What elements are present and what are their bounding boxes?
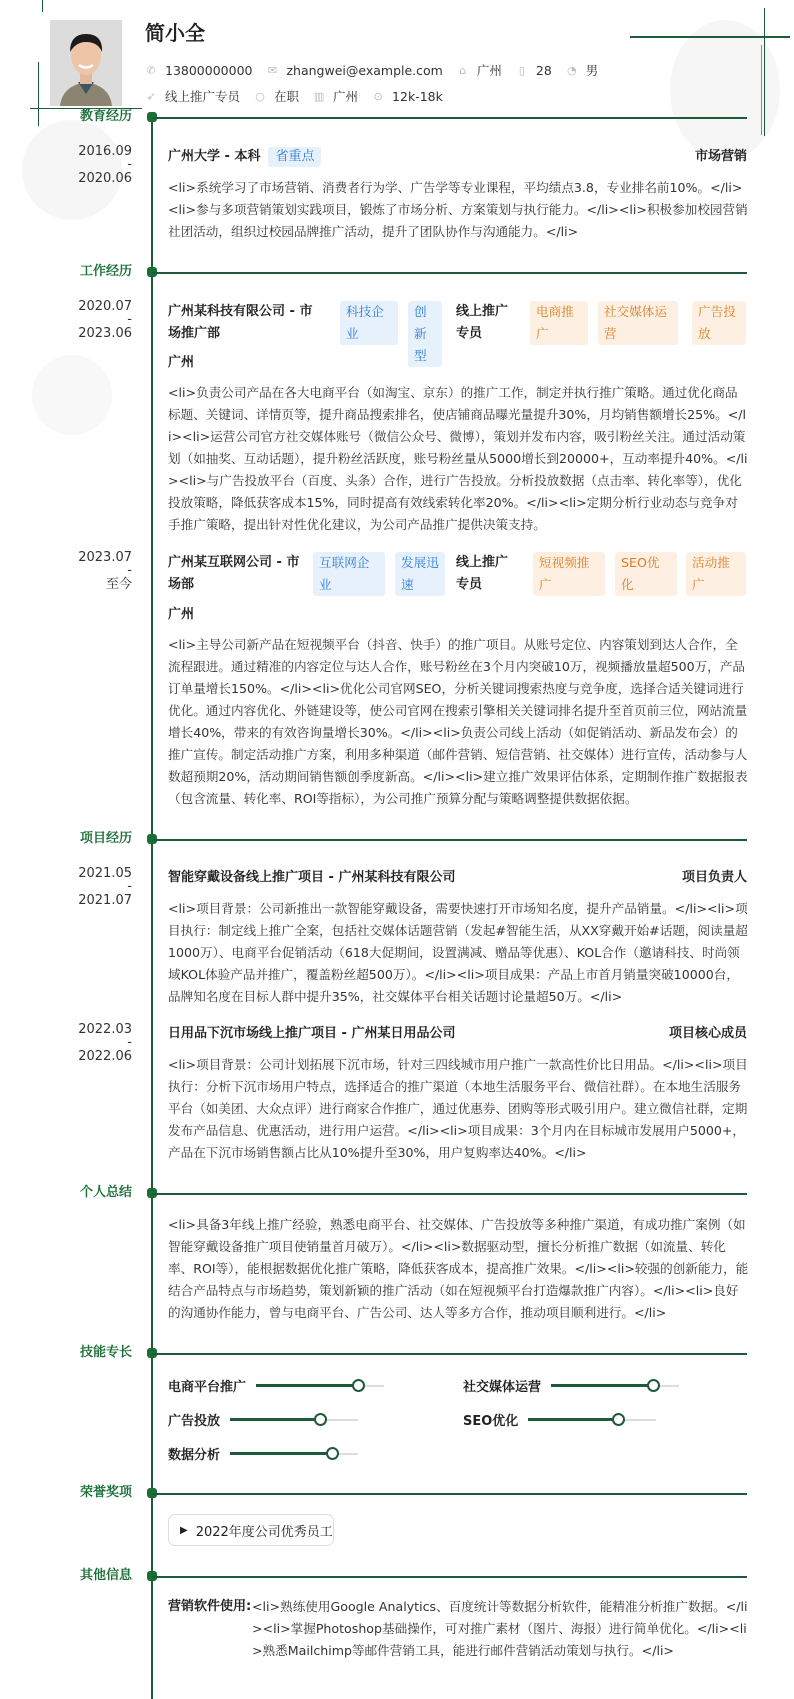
section-title-projects: 项目经历 — [79, 831, 132, 846]
project-description: <li>项目背景：公司计划拓展下沉市场，针对三四线城市用户推广一款高性价比日用品。</li><li>项目执行：分析下沉市场用户特点，选择适合的推广渠道（本地生活服务平台、微信社群）。在本地生活服务平台（如美团、大众点评）进行商家合作推广，通过优惠券、团购等形式吸引用户。建立微信社群，定期发布产品信息、优惠活动，进行用户运营。</li><li>项目成果：3个月内在目标城市发展用户5000+，产品在下沉市场销售额占比从10%提升至30%，用户复购率达40%。</li> — [168, 1057, 748, 1160]
job-position: 线上推广专员 — [456, 555, 509, 592]
contact-row-1 — [145, 61, 612, 79]
school-name: 广州大学 - 本科 — [168, 149, 261, 164]
decor-line — [630, 36, 790, 38]
start-date: 2023.07 — [78, 550, 132, 565]
section-title-skills: 技能专长 — [79, 1345, 132, 1360]
email: zhangwei@example.com — [286, 62, 443, 78]
section-title-awards: 荣誉奖项 — [79, 1485, 132, 1500]
position-tag: 广告投放 — [692, 301, 746, 345]
mail-icon: ✉ — [267, 63, 278, 77]
city: 广州 — [476, 63, 502, 78]
position-tag: 电商推广 — [530, 301, 588, 345]
section-title-work: 工作经历 — [79, 264, 132, 279]
project-dates — [60, 1020, 132, 1066]
work-dates — [60, 548, 132, 594]
skill-level-slider — [256, 1385, 384, 1387]
section-divider — [152, 1193, 747, 1195]
skill-level-fill — [230, 1452, 332, 1455]
avatar-photo-icon — [50, 20, 122, 106]
end-date: 2022.06 — [78, 1049, 132, 1064]
section-divider — [152, 1353, 747, 1355]
company-tag: 互联网企业 — [313, 552, 385, 596]
start-date: 2021.05 — [78, 866, 132, 881]
skill-item — [463, 1376, 679, 1395]
position-tag: 短视频推广 — [533, 552, 605, 596]
contact-row-2 — [145, 87, 457, 105]
project-description: <li>项目背景：公司新推出一款智能穿戴设备，需要快速打开市场知名度，提升产品销量。</li><li>项目执行：制定线上推广全案，包括社交媒体话题营销（发起#智能生活，从XX穿戴开始#话题，阅读量超1000万）、电商平台促销活动（618大促期间，设置满减、赠品等优惠）、KOL合作（邀请科技、时尚领域KOL体验产品并推广，覆盖粉丝超500万）。</li><li>项目成果：产品上市首月销量突破10000台，品牌知名度在目标人群中提升35%，社交媒体平台相关话题讨论量超50万。</li> — [168, 901, 748, 1004]
phone-icon: ✆ — [146, 63, 156, 77]
award-item[interactable] — [168, 1514, 334, 1546]
skill-level-fill — [528, 1418, 618, 1421]
skill-name: 数据分析 — [168, 1448, 221, 1463]
end-date: 2021.07 — [78, 893, 132, 908]
date-dash: - — [127, 563, 132, 578]
send-icon: ➶ — [146, 89, 156, 103]
major: 市场营销 — [694, 149, 747, 164]
section-divider — [152, 1576, 747, 1578]
date-dash: - — [127, 879, 132, 894]
section-divider — [152, 117, 747, 119]
skill-level-knob — [352, 1379, 365, 1392]
end-date: 至今 — [105, 577, 132, 592]
decor-line — [764, 8, 765, 136]
education-header — [168, 146, 747, 168]
company-tag: 科技企业 — [340, 301, 398, 345]
candidate-name: 简小全 — [145, 21, 205, 45]
job-position: 线上推广专员 — [456, 304, 509, 341]
start-date: 2022.03 — [78, 1022, 132, 1037]
caret-right-icon: ▶ — [180, 1524, 188, 1536]
target-position: 线上推广专员 — [165, 89, 241, 104]
skill-level-fill — [551, 1384, 653, 1387]
skill-item — [168, 1410, 358, 1429]
skill-name: 社交媒体运营 — [463, 1380, 542, 1395]
project-role: 项目负责人 — [681, 870, 747, 885]
position-tag: SEO优化 — [615, 552, 677, 596]
section-divider — [152, 1493, 747, 1495]
gender: 男 — [585, 63, 599, 78]
age-icon: ▯ — [518, 63, 525, 77]
age: 28 — [535, 62, 552, 78]
company-name: 广州某科技有限公司 - 市场推广部 — [168, 304, 313, 341]
section-title-education: 教育经历 — [79, 109, 132, 124]
summary-text: <li>具备3年线上推广经验，熟悉电商平台、社交媒体、广告投放等多种推广渠道，有成功推广案例（如智能穿戴设备推广项目使销量首月破万）。</li><li>数据驱动型，擅长分析推广数据（如流量、转化率、ROI等），能根据数据优化推广策略，降低获客成本，提高推广效果。</li><li>较强的创新能力，能结合产品特点与市场趋势，策划新颖的推广活动（如在短视频平台打造爆款推广内容）。</li><li>良好的沟通协作能力，曾与电商平台、广告公司、达人等多方合作，推动项目顺利进行。</li> — [168, 1217, 749, 1320]
gender-icon: ◔ — [566, 63, 577, 77]
status-icon: ○ — [255, 89, 265, 103]
work-description: <li>负责公司产品在各大电商平台（如淘宝、京东）的推广工作，制定并执行推广策略。通过优化商品标题、关键词、详情页等，提升商品搜索排名，使店铺商品曝光量提升30%，月均销售额增长25%。</li><li>运营公司官方社交媒体账号（微信公众号、微博），策划并发布内容，吸引粉丝关注。通过活动策划（如抽奖、互动话题），提升粉丝活跃度，账号粉丝量从5000增长到20000+，互动率提升40%。</li><li>与广告投放平台（百度、头条）合作，进行广告投放。分析投放数据（点击率、转化率等），优化投放策略，降低获客成本15%，同时提高有效线索转化率20%。</li><li>定期分析行业动态与竞争对手推广策略，提出针对性优化建议，为公司产品推广提供决策支持。 — [168, 385, 748, 532]
position-tag: 活动推广 — [686, 552, 746, 596]
skill-level-knob — [612, 1413, 625, 1426]
company-tag: 发展迅速 — [395, 552, 445, 596]
work-dates — [60, 297, 132, 343]
other-label: 营销软件使用: — [168, 1599, 252, 1614]
skill-item — [463, 1410, 656, 1429]
company-name: 广州某互联网公司 - 市场部 — [168, 555, 300, 592]
other-text: <li>熟练使用Google Analytics、百度统计等数据分析软件，能精准分析推广数据。</li><li>掌握Photoshop基础操作，可对推广素材（图片、海报）进行简单优化。</li><li>熟悉Mailchimp等邮件营销工具，能进行邮件营销活动策划与执行。</li> — [252, 1599, 748, 1658]
project-header — [168, 1023, 747, 1045]
school-tag: 省重点 — [268, 147, 321, 167]
project-header — [168, 867, 747, 889]
building-icon: ▥ — [313, 89, 325, 103]
end-date: 2020.06 — [78, 171, 132, 186]
timeline-line — [151, 117, 153, 1699]
date-dash: - — [127, 1035, 132, 1050]
decor-circle — [32, 355, 112, 435]
work-description: <li>主导公司新产品在短视频平台（抖音、快手）的推广项目。从账号定位、内容策划到达人合作，全流程跟进。通过精准的内容定位与达人合作，账号粉丝在3个月内突破10万，视频播放量超500万，产品订单量增长150%。</li><li>优化公司官网SEO，分析关键词搜索热度与竞争度，选择合适关键词进行优化。通过内容优化、外链建设等，使公司官网在搜索引擎相关关键词排名提升至首页前三位，网站流量增长40%，带来的有效咨询量增长30%。</li><li>负责公司线上活动（如促销活动、新品发布会）的推广宣传。制定活动推广方案，利用多种渠道（邮件营销、短信营销、社交媒体）进行宣传，活动参与人数超预期20%，活动期间销售额创季度新高。</li><li>建立推广效果评估体系，定期制作推广数据报表（包含流量、转化率、ROI等指标），为公司推广预算分配与策略调整提供数据依据。 — [168, 637, 748, 806]
skill-level-knob — [647, 1379, 660, 1392]
skill-item — [168, 1376, 384, 1395]
project-role: 项目核心成员 — [668, 1026, 747, 1041]
skill-name: SEO优化 — [463, 1414, 519, 1429]
award-label: 2022年度公司优秀员工 — [195, 1524, 333, 1540]
project-title: 日用品下沉市场线上推广项目 - 广州某日用品公司 — [168, 1026, 456, 1041]
company-tag: 创新型 — [408, 301, 442, 367]
end-date: 2023.06 — [78, 326, 132, 341]
education-dates — [60, 142, 132, 188]
skill-level-slider — [551, 1385, 679, 1387]
salary-icon: ⊙ — [373, 89, 383, 103]
education-description: <li>系统学习了市场营销、消费者行为学、广告学等专业课程，平均绩点3.8，专业排名前10%。</li><li>参与多项营销策划实践项目，锻炼了市场分析、方案策划与执行能力。</li><li>积极参加校园营销社团活动，组织过校园品牌推广活动，提升了团队协作与沟通能力。</li> — [168, 180, 748, 239]
section-divider — [152, 272, 747, 274]
start-date: 2020.07 — [78, 299, 132, 314]
decor-line — [761, 45, 762, 135]
home-icon: ⌂ — [459, 63, 467, 77]
work-city: 广州 — [168, 607, 195, 622]
phone: 13800000000 — [165, 62, 253, 78]
project-title: 智能穿戴设备线上推广项目 - 广州某科技有限公司 — [168, 870, 456, 885]
skill-name: 广告投放 — [168, 1414, 221, 1429]
skill-name: 电商平台推广 — [168, 1380, 247, 1395]
decor-line — [38, 62, 39, 126]
skill-level-fill — [256, 1384, 358, 1387]
skill-level-fill — [230, 1418, 320, 1421]
skill-level-slider — [230, 1419, 358, 1421]
start-date: 2016.09 — [78, 144, 132, 159]
section-title-other: 其他信息 — [79, 1568, 132, 1583]
decor-line — [42, 0, 43, 12]
salary: 12k-18k — [392, 88, 443, 104]
job-status: 在职 — [274, 89, 300, 104]
avatar — [50, 20, 122, 106]
skill-level-slider — [230, 1453, 358, 1455]
skill-level-slider — [528, 1419, 656, 1421]
skill-level-knob — [326, 1447, 339, 1460]
project-dates — [60, 864, 132, 910]
date-dash: - — [127, 157, 132, 172]
date-dash: - — [127, 312, 132, 327]
work-city: 广州 — [168, 355, 195, 370]
section-divider — [152, 839, 747, 841]
skill-level-knob — [314, 1413, 327, 1426]
section-title-summary: 个人总结 — [79, 1185, 132, 1200]
position-tag: 社交媒体运营 — [598, 301, 678, 345]
target-city: 广州 — [333, 89, 359, 104]
skill-item — [168, 1444, 358, 1463]
